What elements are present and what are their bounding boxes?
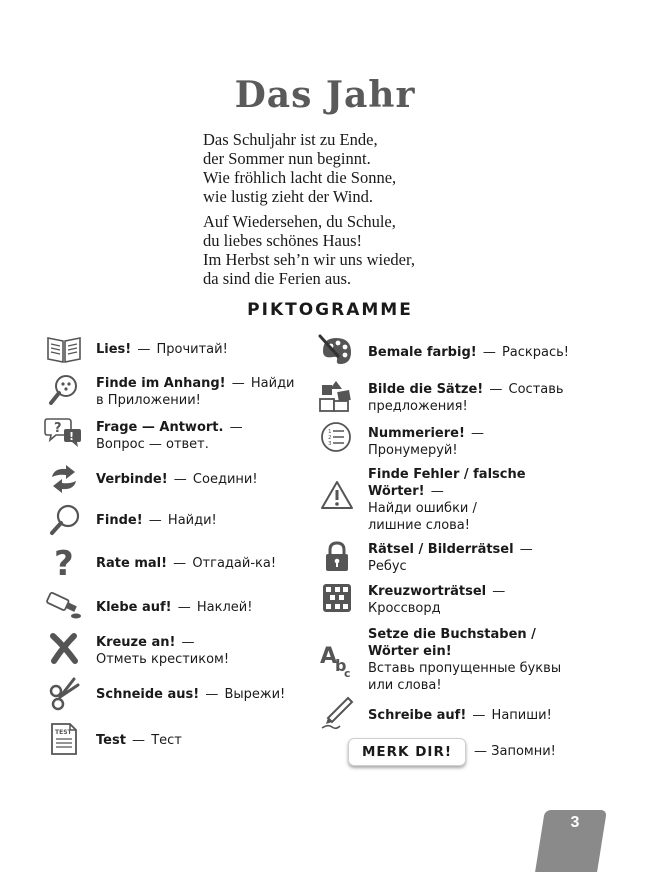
speech-bubbles-icon — [44, 415, 80, 451]
merk-dir-box: MERK DIR! — [348, 738, 466, 766]
svg-text:3: 3 — [328, 441, 332, 447]
merk-dir-translation: — Запомни! — [474, 744, 556, 759]
pictogram-ru: Отметь крестиком! — [96, 652, 230, 667]
pictogram-de: Kreuze an! — [96, 635, 176, 650]
pictogram-de: Rate mal! — [96, 556, 168, 571]
pictogram-de: Finde Fehler / falsche Wörter! — [368, 467, 526, 499]
arrows-cycle-icon — [48, 463, 84, 499]
poem-line: Das Schuljahr ist zu Ende, — [203, 130, 378, 149]
svg-text:c: c — [344, 667, 351, 680]
pictogram-ru: Ребус — [368, 559, 407, 574]
pictogram-de: Verbinde! — [96, 472, 168, 487]
pictogram-ru: Напиши! — [491, 708, 552, 723]
poem-line: der Sommer nun beginnt. — [203, 149, 371, 168]
poem — [203, 130, 415, 294]
scissors-icon — [48, 677, 84, 713]
poem-line: du liebes schönes Haus! — [203, 231, 363, 250]
poem-line: Im Herbst seh’n wir uns wieder, — [203, 250, 415, 269]
question-mark-icon — [52, 544, 88, 584]
page-number: 3 — [570, 814, 580, 831]
poem-stanza — [203, 130, 415, 206]
pictogram-de: Bilde die Sätze! — [368, 382, 484, 397]
pictogram-ru: Пронумеруй! — [368, 443, 458, 458]
pictogram-de: Nummeriere! — [368, 426, 465, 441]
pictogram-de: Frage — Antwort. — [96, 420, 224, 435]
pictogram-de: Schreibe auf! — [368, 708, 467, 723]
svg-text:b: b — [335, 656, 347, 675]
pictogram-ru: Раскрась! — [501, 345, 569, 360]
pictogram-ru: Составь — [508, 382, 564, 397]
glue-icon — [46, 590, 82, 626]
svg-text:!: ! — [69, 430, 75, 443]
pictogram-ru: предложения! — [368, 399, 468, 414]
pictogram-de: Finde! — [96, 513, 143, 528]
svg-text:TEST: TEST — [55, 729, 72, 736]
pictogram-ru: в Приложении! — [96, 393, 201, 408]
pictogram-ru: Вырежи! — [224, 687, 286, 702]
svg-text:?: ? — [54, 421, 62, 436]
pictogram-de: Kreuzworträtsel — [368, 584, 487, 599]
pictogram-de: Rätsel / Bilderrätsel — [368, 542, 514, 557]
pictogram-ru: Найди! — [167, 513, 217, 528]
svg-text:A: A — [320, 644, 338, 669]
magnifier-face-icon — [46, 372, 82, 408]
poem-line: Wie fröhlich lacht die Sonne, — [203, 168, 397, 187]
pictogram-de: Klebe auf! — [96, 600, 172, 615]
crossword-icon — [322, 583, 358, 619]
svg-text:?: ? — [54, 544, 74, 584]
pictogram-ru: Найди — [250, 376, 295, 391]
letters-icon — [320, 641, 356, 680]
cross-icon — [48, 632, 84, 668]
section-title: PIKTOGRAMME — [247, 300, 413, 320]
numbered-list-icon — [320, 421, 356, 457]
pictogram-ru: или слова! — [368, 678, 442, 693]
poem-stanza — [203, 212, 415, 288]
poem-line: Auf Wiedersehen, du Schule, — [203, 212, 396, 231]
svg-text:1: 1 — [328, 429, 332, 435]
pictogram-ru: Найди ошибки / — [368, 501, 477, 516]
pictogram-de: Setze die Buchstaben / Wörter ein! — [368, 627, 536, 659]
lock-icon — [322, 540, 358, 576]
magnifier-icon — [48, 503, 84, 539]
poem-line: wie lustig zieht der Wind. — [203, 187, 373, 206]
pictogram-de: Bemale farbig! — [368, 345, 477, 360]
pictogram-ru: лишние слова! — [368, 518, 470, 533]
pictogram-ru: Вставь пропущенные буквы — [368, 661, 562, 676]
pictogram-de: Test — [96, 733, 126, 748]
pictogram-ru: Вопрос — ответ. — [96, 437, 209, 452]
pictogram-ru: Прочитай! — [156, 342, 228, 357]
merk-dir-ru: Запомни! — [491, 744, 556, 759]
svg-text:2: 2 — [328, 435, 332, 441]
pictogram-ru: Наклей! — [196, 600, 253, 615]
poem-line: da sind die Ferien aus. — [203, 269, 352, 288]
pictogram-de: Finde im Anhang! — [96, 376, 226, 391]
pictogram-ru: Соедини! — [192, 472, 258, 487]
palette-icon — [318, 334, 354, 370]
test-sheet-icon — [50, 722, 86, 758]
pen-icon — [320, 696, 356, 732]
pictogram-de: Schneide aus! — [96, 687, 200, 702]
pictogram-ru: Отгадай-ка! — [192, 556, 277, 571]
book-icon — [46, 333, 82, 369]
page-title: Das Jahr — [234, 74, 416, 116]
pictogram-ru: Кроссворд — [368, 601, 441, 616]
warning-icon — [320, 479, 356, 515]
pictogram-de: Lies! — [96, 342, 132, 357]
pictogram-ru: Тест — [151, 733, 182, 748]
blocks-icon — [318, 377, 354, 413]
